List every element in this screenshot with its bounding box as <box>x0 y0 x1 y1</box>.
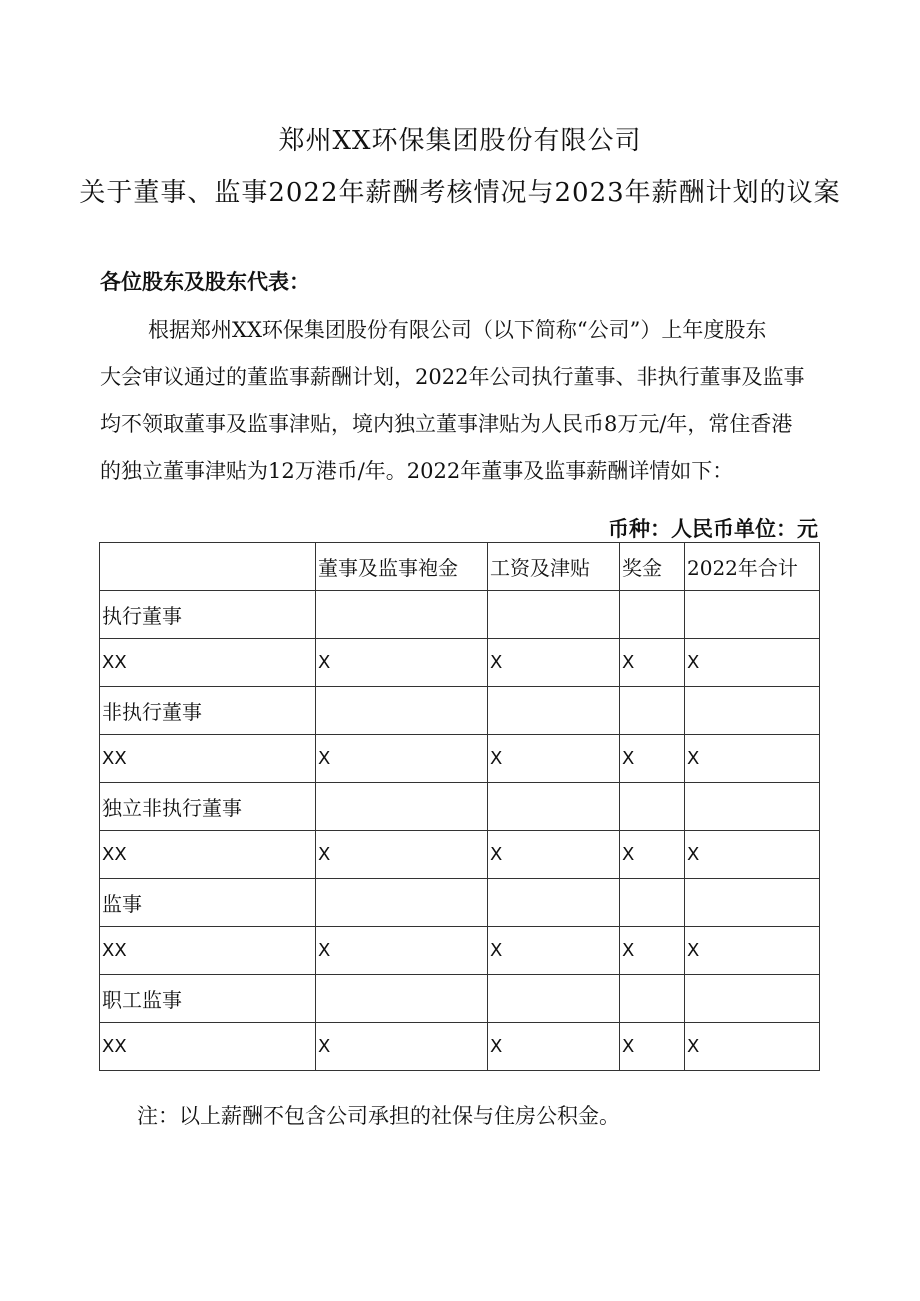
name-cell: XX <box>100 735 316 783</box>
compensation-table <box>99 542 820 1071</box>
value-cell: X <box>620 735 685 783</box>
category-row <box>100 591 820 639</box>
value-cell: X <box>685 831 820 879</box>
table-row <box>100 927 820 975</box>
value-cell: X <box>316 735 488 783</box>
category-label: 独立非执行董事 <box>100 783 316 831</box>
footnote: 注：以上薪酬不包含公司承担的社保与住房公积金。 <box>137 1104 620 1128</box>
value-cell: X <box>620 831 685 879</box>
name-cell: XX <box>100 1023 316 1071</box>
value-cell: X <box>316 927 488 975</box>
currency-unit-note: 币种：人民币单位：元 <box>608 517 818 541</box>
category-row <box>100 975 820 1023</box>
value-cell: X <box>685 639 820 687</box>
value-cell: X <box>316 1023 488 1071</box>
header-cell: 奖金 <box>620 543 685 591</box>
category-row <box>100 879 820 927</box>
value-cell: X <box>316 831 488 879</box>
category-label: 执行董事 <box>100 591 316 639</box>
category-label: 监事 <box>100 879 316 927</box>
name-cell: XX <box>100 927 316 975</box>
body-line: 均不领取董事及监事津贴，境内独立董事津贴为人民币8万元/年，常住香港 <box>100 412 793 436</box>
header-cell <box>100 543 316 591</box>
salutation: 各位股东及股东代表： <box>100 270 310 294</box>
table-header-row <box>100 543 820 591</box>
category-label: 职工监事 <box>100 975 316 1023</box>
header-cell: 2022年合计 <box>685 543 820 591</box>
company-title: 郑州XX环保集团股份有限公司 <box>278 126 642 156</box>
proposal-title: 关于董事、监事2022年薪酬考核情况与2023年薪酬计划的议案 <box>79 178 841 208</box>
value-cell: X <box>316 639 488 687</box>
table-row <box>100 639 820 687</box>
value-cell: X <box>620 927 685 975</box>
category-row <box>100 687 820 735</box>
category-row <box>100 783 820 831</box>
value-cell: X <box>488 639 620 687</box>
value-cell: X <box>488 1023 620 1071</box>
value-cell: X <box>685 927 820 975</box>
name-cell: XX <box>100 639 316 687</box>
value-cell: X <box>620 639 685 687</box>
table-row <box>100 831 820 879</box>
value-cell: X <box>488 831 620 879</box>
value-cell: X <box>488 927 620 975</box>
header-cell: 董事及监事袍金 <box>316 543 488 591</box>
value-cell: X <box>685 1023 820 1071</box>
table-row <box>100 1023 820 1071</box>
table-row <box>100 735 820 783</box>
name-cell: XX <box>100 831 316 879</box>
value-cell: X <box>488 735 620 783</box>
body-line: 的独立董事津贴为12万港币/年。2022年董事及监事薪酬详情如下： <box>100 459 734 483</box>
header-cell: 工资及津贴 <box>488 543 620 591</box>
category-label: 非执行董事 <box>100 687 316 735</box>
body-line: 大会审议通过的董监事薪酬计划，2022年公司执行董事、非执行董事及监事 <box>100 365 805 389</box>
value-cell: X <box>685 735 820 783</box>
body-line: 根据郑州XX环保集团股份有限公司（以下简称“公司”）上年度股东 <box>148 318 767 342</box>
value-cell: X <box>620 1023 685 1071</box>
